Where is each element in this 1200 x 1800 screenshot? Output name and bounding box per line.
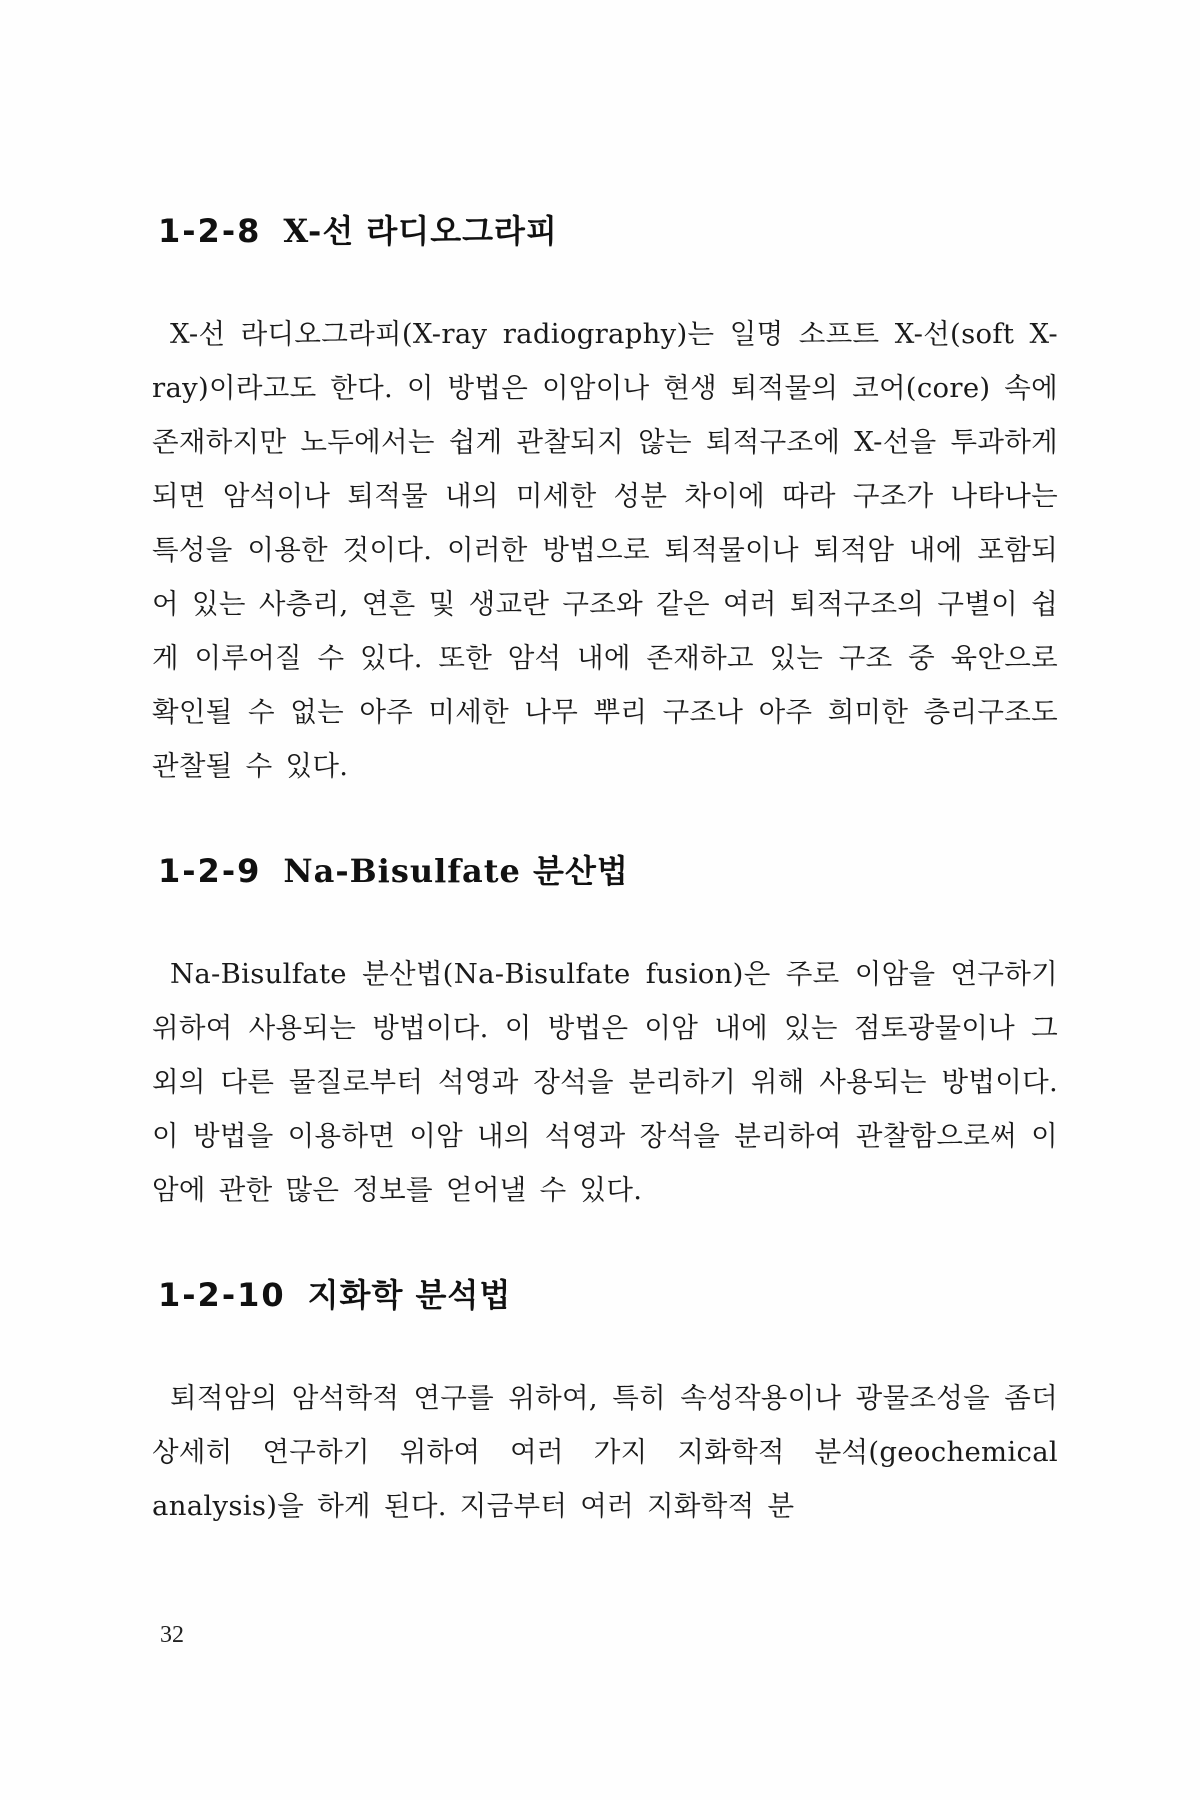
- page-number: 32: [160, 1622, 184, 1648]
- section-paragraph: [152, 947, 1058, 1217]
- section-paragraph: [152, 1371, 1058, 1533]
- section-number: 1-2-10: [158, 1276, 286, 1314]
- section-number: 1-2-8: [158, 212, 262, 250]
- paragraph-text: X-선 라디오그라피(X-ray radiography)는 일명 소프트 X-선(soft X-ray)이라고도 한다. 이 방법은 이암이나 현생 퇴적물의 코어(core) 속에 존재하지만 노두에서는 쉽게 관찰되지 않는 퇴적구조에 X-선을 투과하게 되면 암석이나 퇴적물 내의 미세한 성분 차이에 따라 구조가 나타나는 특성을 이용한 것이다. 이러한 방법으로 퇴적물이나 퇴적암 내에 포함되어 있는 사층리, 연흔 및 생교란 구조와 같은 여러 퇴적구조의 구별이 쉽게 이루어질 수 있다. 또한 암석 내에 존재하고 있는 구조 중 육안으로 확인될 수 없는 아주 미세한 나무 뿌리 구조나 아주 희미한 층리구조도 관찰될 수 있다.: [152, 318, 1058, 782]
- section-number: 1-2-9: [158, 852, 262, 890]
- section-paragraph: [152, 307, 1058, 793]
- section-title: Na-Bisulfate 분산법: [283, 852, 629, 890]
- section-title: X-선 라디오그라피: [283, 212, 558, 250]
- section-heading-1-2-8: [152, 205, 1058, 257]
- page-content: [152, 205, 1058, 1533]
- paragraph-text: 퇴적암의 암석학적 연구를 위하여, 특히 속성작용이나 광물조성을 좀더 상세히 연구하기 위하여 여러 가지 지화학적 분석(geochemical analysis)을 하게 된다. 지금부터 여러 지화학적 분: [152, 1382, 1058, 1522]
- section-heading-1-2-10: [152, 1269, 1058, 1321]
- section-heading-1-2-9: [152, 845, 1058, 897]
- paragraph-text: Na-Bisulfate 분산법(Na-Bisulfate fusion)은 주로 이암을 연구하기 위하여 사용되는 방법이다. 이 방법은 이암 내에 있는 점토광물이나 그 외의 다른 물질로부터 석영과 장석을 분리하기 위해 사용되는 방법이다. 이 방법을 이용하면 이암 내의 석영과 장석을 분리하여 관찰함으로써 이암에 관한 많은 정보를 얻어낼 수 있다.: [152, 958, 1058, 1206]
- section-title: 지화학 분석법: [307, 1276, 512, 1314]
